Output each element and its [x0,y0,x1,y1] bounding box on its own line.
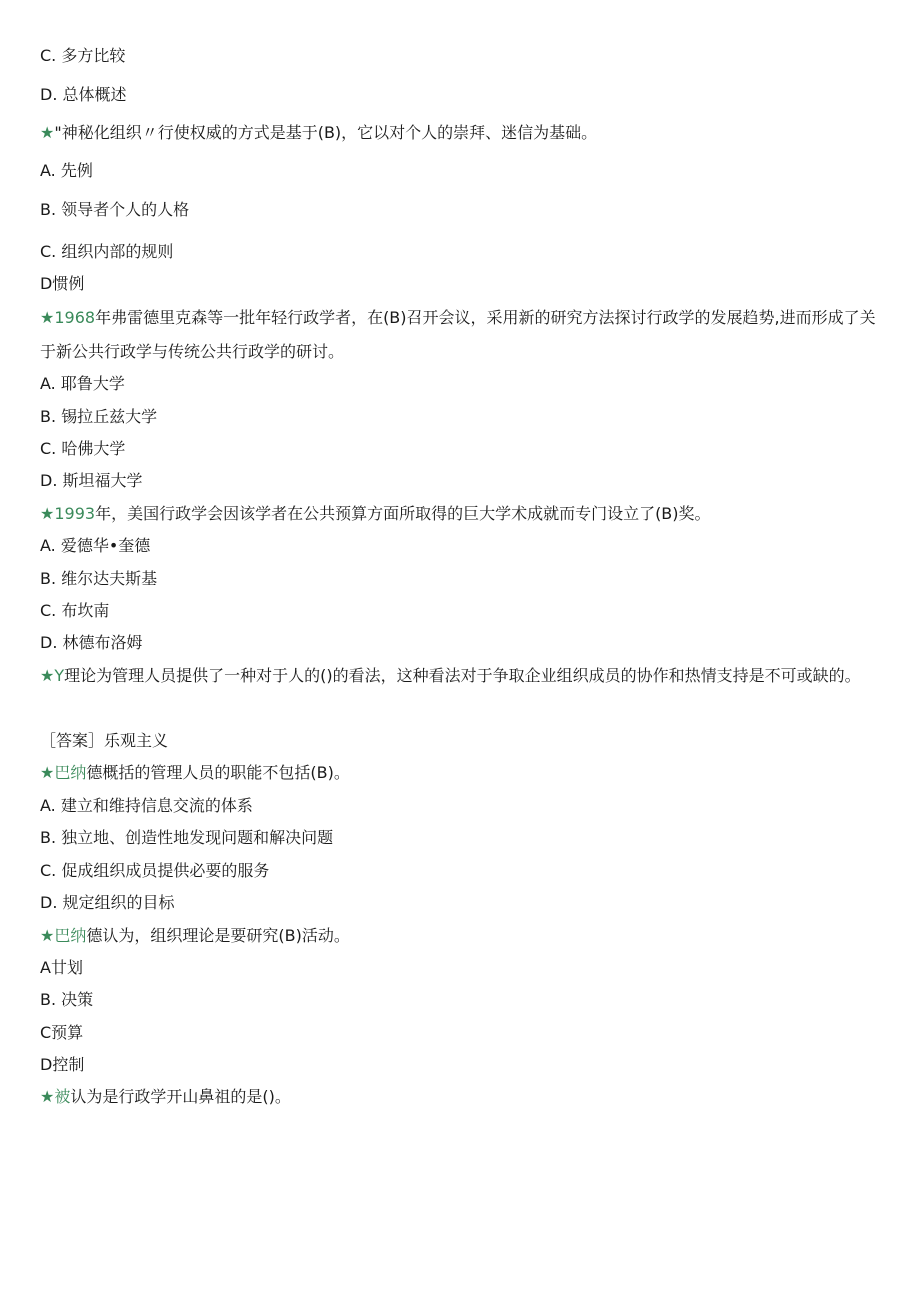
option-line: C预算 [40,1023,84,1042]
question-lead: Y [54,666,65,685]
option-line: C. 促成组织成员提供必要的服务 [40,861,270,880]
option-line: B. 独立地、创造性地发现问题和解决问题 [40,828,334,847]
option-line: C. 哈佛大学 [40,439,126,458]
question-line [40,301,885,369]
question-text: 德认为，组织理论是要研究(B)活动。 [86,926,350,945]
question-line [40,1086,885,1108]
star-icon: ★ [40,1087,55,1106]
option-line: B. 决策 [40,990,94,1009]
star-icon: ★ [40,666,55,685]
question-line [40,762,885,784]
option-line: D. 斯坦福大学 [40,471,143,490]
option-line: A. 先例 [40,161,93,180]
option-line: A. 建立和维持信息交流的体系 [40,796,253,815]
question-line [40,659,885,693]
question-text: 德概括的管理人员的职能不包括(B)。 [86,763,350,782]
option-line: A. 爱德华•奎德 [40,536,151,555]
question-line [40,503,885,525]
option-line: B. 锡拉丘兹大学 [40,407,158,426]
question-text: 理论为管理人员提供了一种对于人的()的看法，这种看法对于争取企业组织成员的协作和热情支持是不可或缺的。 [64,666,861,685]
option-line: C. 多方比较 [40,46,126,65]
question-text: 年，美国行政学会因该学者在公共预算方面所取得的巨大学术成就而专门设立了(B)奖。 [95,504,711,523]
option-line: A廿划 [40,958,83,977]
star-icon: ★ [40,763,55,782]
question-lead: 1993 [54,504,96,523]
star-icon: ★ [40,123,55,142]
option-line: D. 林德布洛姆 [40,633,143,652]
option-line: D惯例 [40,274,85,293]
question-lead: 被 [54,1087,71,1106]
option-line: D. 总体概述 [40,85,127,104]
question-line [40,122,885,144]
question-text: 年弗雷德里克森等一批年轻行政学者，在(B)召开会议，采用新的研究方法探讨行政学的发展趋势,进而形成了关于新公共行政学与传统公共行政学的研讨。 [40,308,876,361]
option-line: A. 耶鲁大学 [40,374,125,393]
question-lead: 巴纳 [54,763,87,782]
option-line: B. 维尔达夫斯基 [40,569,158,588]
option-line: D控制 [40,1055,85,1074]
question-lead: 1968 [54,308,96,327]
option-line: C. 组织内部的规则 [40,242,174,261]
option-line: D. 规定组织的目标 [40,893,175,912]
option-line: C. 布坎南 [40,601,110,620]
question-text: "神秘化组织〃行使权威的方式是基于(B)，它以对个人的崇拜、迷信为基础。 [54,123,598,142]
question-lead: 巴纳 [54,926,87,945]
question-text: 认为是行政学开山鼻祖的是()。 [70,1087,291,1106]
star-icon: ★ [40,308,55,327]
star-icon: ★ [40,504,55,523]
answer-line: ［答案］乐观主义 [40,731,169,750]
star-icon: ★ [40,926,55,945]
question-line [40,925,885,947]
option-line: B. 领导者个人的人格 [40,200,190,219]
